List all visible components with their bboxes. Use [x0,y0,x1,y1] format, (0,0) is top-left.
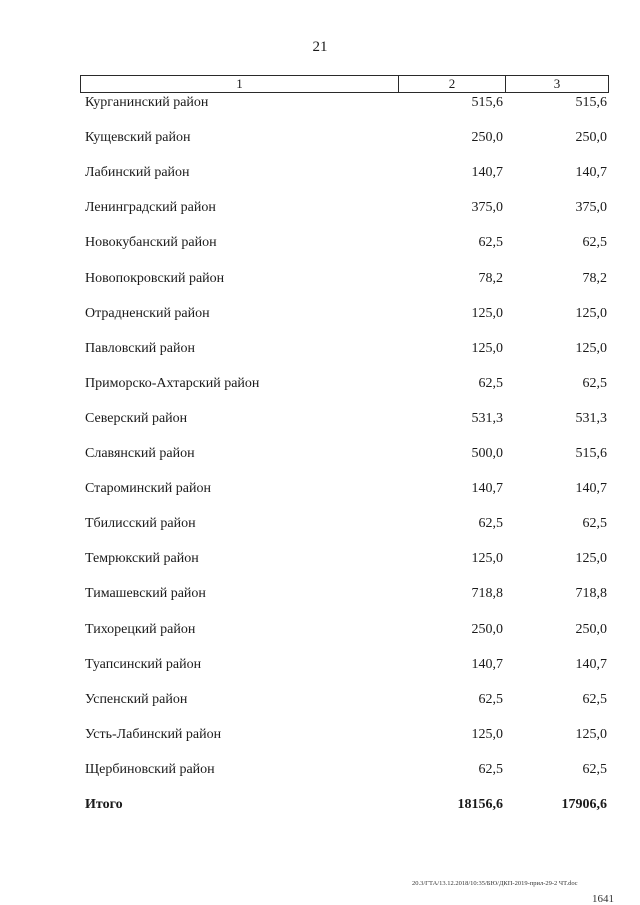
district-name: Кущевский район [85,130,191,146]
district-name: Новокубанский район [85,235,217,251]
value-col-3: 62,5 [582,375,607,391]
total-col-3: 17906,6 [561,797,607,812]
value-col-3: 140,7 [575,656,607,672]
total-label: Итого [85,797,123,812]
value-col-2: 62,5 [478,516,503,532]
table-row [0,93,640,113]
table-row [0,620,640,640]
value-col-3: 125,0 [575,305,607,321]
table-row [0,163,640,183]
table-row [0,198,640,218]
table-row [0,655,640,675]
value-col-2: 515,6 [471,95,503,110]
value-col-3: 125,0 [575,340,607,356]
table-row [0,584,640,604]
value-col-3: 62,5 [582,691,607,707]
value-col-3: 62,5 [582,761,607,777]
value-col-2: 250,0 [471,621,503,637]
district-name: Ленинградский район [85,200,216,216]
district-name: Приморско-Ахтарский район [85,375,260,391]
value-col-3: 125,0 [575,551,607,567]
table-row [0,760,640,780]
district-name: Новопокровский район [85,270,225,286]
value-col-2: 125,0 [471,340,503,356]
total-row [0,795,640,815]
district-name: Северский район [85,410,188,426]
district-name: Темрюкский район [85,551,199,567]
table-row [0,479,640,499]
value-col-2: 250,0 [471,130,503,146]
district-name: Тбилисский район [85,516,196,532]
district-name: Туапсинский район [85,656,202,672]
value-col-2: 718,8 [471,586,503,602]
district-name: Славянский район [85,446,195,461]
value-col-3: 62,5 [582,235,607,251]
table-row [0,304,640,324]
value-col-3: 62,5 [582,516,607,532]
district-name: Тимашевский район [85,586,206,602]
district-name: Усть-Лабинский район [85,726,222,742]
value-col-3: 250,0 [575,621,607,637]
value-col-2: 140,7 [471,165,503,181]
value-col-2: 375,0 [471,200,503,216]
value-col-3: 125,0 [575,726,607,742]
header-col-2: 2 [399,76,506,92]
table-row [0,514,640,534]
value-col-2: 125,0 [471,305,503,321]
value-col-2: 78,2 [478,270,503,286]
value-col-2: 140,7 [471,481,503,497]
table-row [0,549,640,569]
table-row [0,690,640,710]
total-col-2: 18156,6 [457,797,503,812]
table-row [0,725,640,745]
table-row [0,128,640,148]
page-mark: 1641 [592,893,614,905]
value-col-2: 125,0 [471,551,503,567]
value-col-2: 531,3 [471,410,503,426]
value-col-2: 62,5 [478,235,503,251]
table-row [0,444,640,464]
district-name: Щербиновский район [85,761,215,777]
district-name: Павловский район [85,340,195,356]
value-col-3: 140,7 [575,165,607,181]
header-col-3: 3 [553,76,561,91]
value-col-3: 515,6 [575,446,607,461]
value-col-2: 62,5 [478,375,503,391]
value-col-2: 125,0 [471,726,503,742]
table-row [0,374,640,394]
value-col-3: 250,0 [575,130,607,146]
table-header [80,75,609,93]
district-name: Курганинский район [85,95,209,110]
value-col-3: 515,6 [575,95,607,110]
district-name: Тихорецкий район [85,621,196,637]
district-name: Староминский район [85,481,211,497]
value-col-3: 375,0 [575,200,607,216]
table-row [0,269,640,289]
value-col-2: 500,0 [471,446,503,461]
district-name: Отрадненский район [85,305,210,321]
value-col-3: 78,2 [582,270,607,286]
value-col-3: 140,7 [575,481,607,497]
district-name: Успенский район [85,691,188,707]
header-col-1: 1 [81,76,399,92]
value-col-2: 140,7 [471,656,503,672]
page-number: 21 [312,39,328,55]
file-stamp: 20.3/ГТА/13.12.2018/10:35/БЮ/ДКП-2019-прил-29-2 ЧТ.doc [412,880,578,887]
value-col-3: 531,3 [575,410,607,426]
table-row [0,233,640,253]
district-name: Лабинский район [85,165,190,181]
table-row [0,339,640,359]
value-col-2: 62,5 [478,691,503,707]
value-col-3: 718,8 [575,586,607,602]
value-col-2: 62,5 [478,761,503,777]
table-row [0,409,640,429]
